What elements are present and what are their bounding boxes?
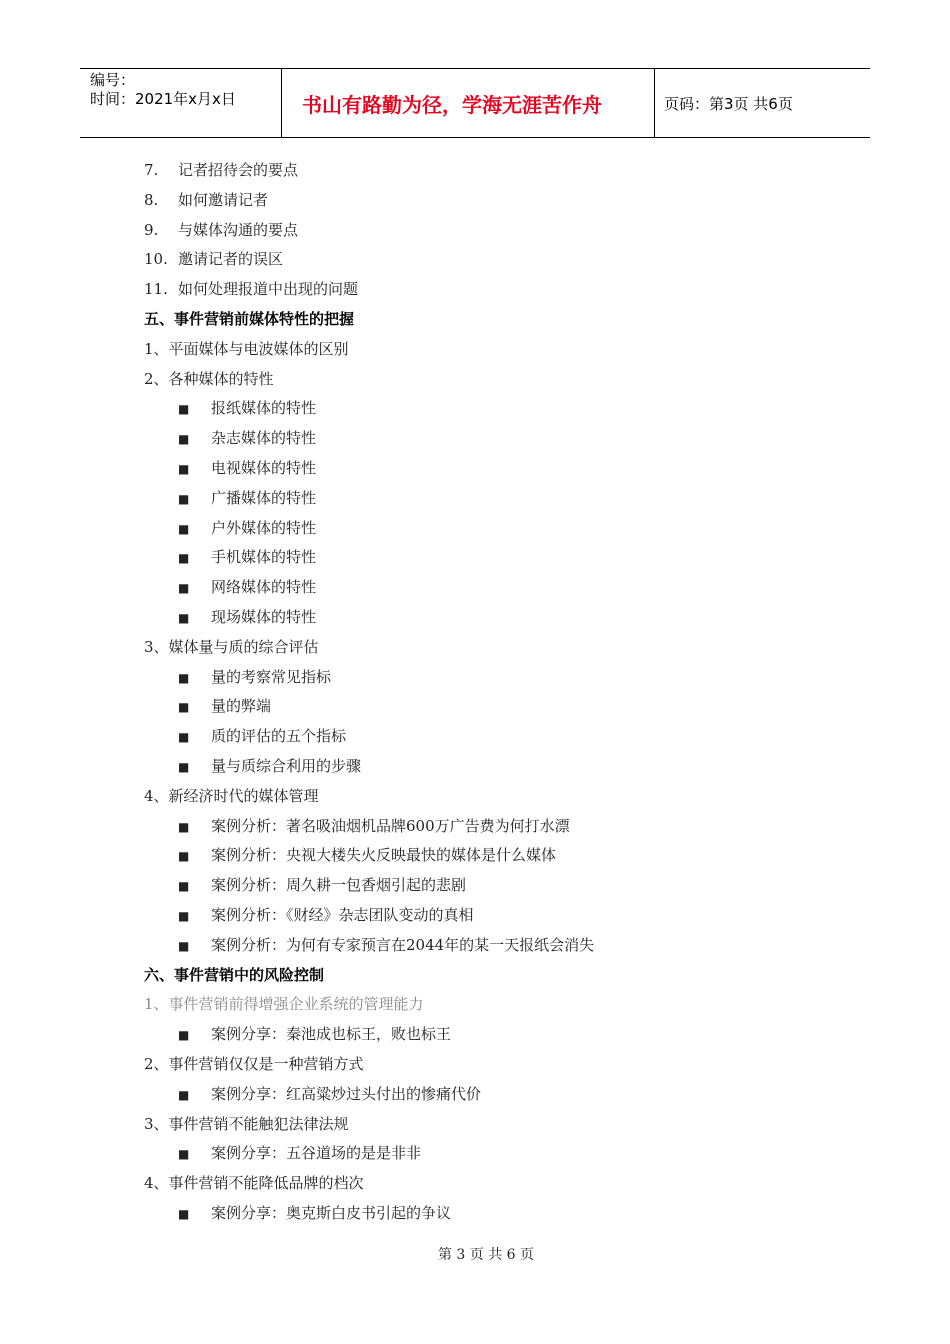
bullet-item: ■ 现场媒体的特性 [144,603,844,633]
list-item: 8. 如何邀请记者 [144,190,269,209]
section-heading: 六、事件营销中的风险控制 [144,965,325,984]
number-label: 编号： [90,71,136,89]
bullet-item: ■ 案例分享：红高粱炒过头付出的惨痛代价 [144,1080,844,1110]
list-item: 9. 与媒体沟通的要点 [144,220,299,239]
subsection: 2、事件营销仅仅是一种营销方式 [144,1054,364,1073]
square-bullet-icon: ■ [178,1147,190,1162]
square-bullet-icon: ■ [178,1206,190,1221]
header-page-info: 页码：第3页 共6页 [664,94,793,113]
list-item: 11. 如何处理报道中出现的问题 [144,280,359,299]
list-item: 10. 邀请记者的误区 [144,250,284,269]
bullet-item: ■ 案例分析：央视大楼失火反映最快的媒体是什么媒体 [144,841,844,871]
square-bullet-icon: ■ [178,1028,190,1043]
square-bullet-icon: ■ [178,551,190,566]
bullet-item: ■ 网络媒体的特性 [144,573,844,603]
bullet-item: ■ 案例分享：五谷道场的是是非非 [144,1139,844,1169]
time-label: 时间：2021年x月x日 [90,90,236,108]
subsection: 3、事件营销不能触犯法律法规 [144,1114,349,1133]
square-bullet-icon: ■ [178,759,190,774]
square-bullet-icon: ■ [178,879,190,894]
subsection: 1、事件营销前得增强企业系统的管理能力 [144,995,424,1014]
square-bullet-icon: ■ [178,700,190,715]
header-meta [80,69,282,137]
bullet-item: ■ 案例分析：著名吸油烟机品牌600万广告费为何打水漂 [144,812,844,842]
bullet-item: ■ 案例分享：奥克斯白皮书引起的争议 [144,1199,844,1229]
bullet-item: ■ 电视媒体的特性 [144,454,844,484]
list-item: 7. 记者招待会的要点 [144,161,299,179]
subsection: 1、平面媒体与电波媒体的区别 [144,339,349,358]
page-header [80,68,870,138]
bullet-item: ■ 案例分析：《财经》杂志团队变动的真相 [144,901,844,931]
bullet-item: ■ 量的弊端 [144,692,844,722]
square-bullet-icon: ■ [178,402,190,417]
page-footer: 第 3 页 共 6 页 [437,1247,535,1263]
square-bullet-icon: ■ [178,908,190,923]
bullet-item: ■ 量与质综合利用的步骤 [144,752,844,782]
document-body [144,156,844,1229]
subsection: 3、媒体量与质的综合评估 [144,637,319,656]
bullet-item: ■ 量的考察常见指标 [144,663,844,693]
bullet-item: ■ 报纸媒体的特性 [144,394,844,424]
bullet-item: ■ 户外媒体的特性 [144,514,844,544]
square-bullet-icon: ■ [178,819,190,834]
bullet-item: ■ 手机媒体的特性 [144,543,844,573]
square-bullet-icon: ■ [178,461,190,476]
subsection: 4、新经济时代的媒体管理 [144,786,319,805]
square-bullet-icon: ■ [178,670,190,685]
square-bullet-icon: ■ [178,521,190,536]
bullet-item: ■ 质的评估的五个指标 [144,722,844,752]
square-bullet-icon: ■ [178,581,190,596]
bullet-item: ■ 案例分享：秦池成也标王，败也标王 [144,1020,844,1050]
bullet-item: ■ 杂志媒体的特性 [144,424,844,454]
bullet-item: ■ 案例分析：周久耕一包香烟引起的悲剧 [144,871,844,901]
header-motto: 书山有路勤为径，学海无涯苦作舟 [282,69,655,137]
subsection: 4、事件营销不能降低品牌的档次 [144,1174,364,1193]
square-bullet-icon: ■ [178,610,190,625]
square-bullet-icon: ■ [178,432,190,447]
bullet-item: ■ 广播媒体的特性 [144,484,844,514]
square-bullet-icon: ■ [178,730,190,745]
square-bullet-icon: ■ [178,491,190,506]
square-bullet-icon: ■ [178,938,190,953]
square-bullet-icon: ■ [178,1087,190,1102]
bullet-item: ■ 案例分析：为何有专家预言在2044年的某一天报纸会消失 [144,931,844,961]
square-bullet-icon: ■ [178,849,190,864]
section-heading: 五、事件营销前媒体特性的把握 [144,309,355,328]
subsection: 2、各种媒体的特性 [144,369,274,388]
